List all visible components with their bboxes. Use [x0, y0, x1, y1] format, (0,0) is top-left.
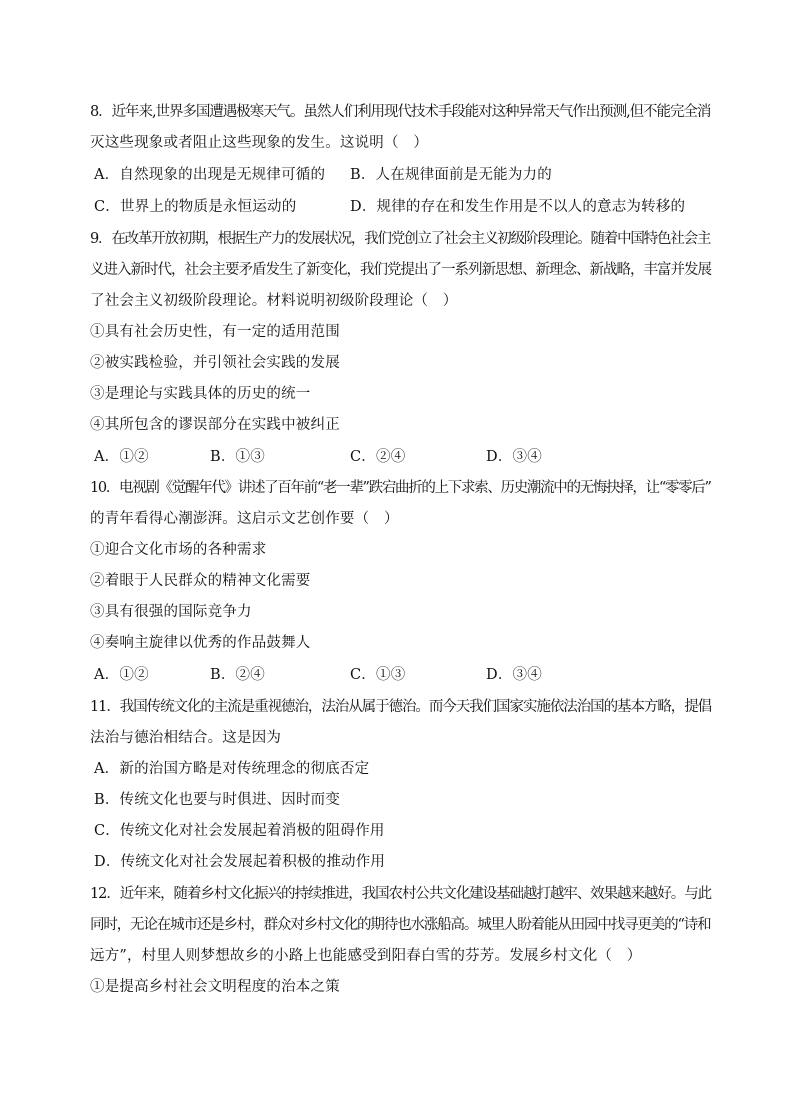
- q9-option-b: B．①③: [210, 449, 265, 465]
- q10-stem-line-1: 10．电视剧《觉醒年代》讲述了百年前“老一辈”跌宕曲折的上下求索、历史潮流中的无悔抉择，让“零零后”: [90, 480, 711, 496]
- q10-item-3: ③具有很强的国际竞争力: [90, 604, 252, 620]
- q10-option-d: D．③④: [486, 667, 542, 683]
- q11-option-d: D．传统文化对社会发展起着积极的推动作用: [94, 854, 386, 870]
- q9-option-d: D．③④: [486, 449, 542, 465]
- q9-option-a: A．①②: [94, 449, 149, 465]
- q12-stem-line-2: 同时，无论在城市还是乡村，群众对乡村文化的期待也水涨船高。城里人盼着能从田园中找寻更美的“诗和: [90, 917, 711, 933]
- q9-item-1: ①具有社会历史性，有一定的适用范围: [90, 324, 340, 340]
- q9-stem-line-2: 义进入新时代，社会主要矛盾发生了新变化，我们党提出了一系列新思想、新理念、新战略，丰富并发展: [90, 262, 711, 278]
- q10-stem-line-2: 的青年看得心潮澎湃。这启示文艺创作要（ ）: [90, 511, 399, 527]
- q11-stem-line-2: 法治与德治相结合。这是因为: [90, 730, 282, 746]
- q8-option-a: A．自然现象的出现是无规律可循的: [94, 167, 326, 183]
- q10-item-4: ④奏响主旋律以优秀的作品鼓舞人: [90, 635, 311, 651]
- q8-stem-line-2: 灭这些现象或者阻止这些现象的发生。这说明（ ）: [90, 135, 429, 151]
- q8-stem-line-1: 8．近年来,世界多国遭遇极寒天气。虽然人们利用现代技术手段能对这种异常天气作出预测,但不能完全消: [90, 104, 711, 120]
- q11-stem-line-1: 11．我国传统文化的主流是重视德治，法治从属于德治。而今天我们国家实施依法治国的基本方略，提倡: [90, 699, 712, 715]
- q8-option-d: D．规律的存在和发生作用是不以人的意志为转移的: [350, 199, 686, 215]
- q8-option-c: C．世界上的物质是永恒运动的: [94, 199, 297, 215]
- q10-option-a: A．①②: [94, 667, 149, 683]
- q10-option-b: B．②④: [210, 667, 265, 683]
- q11-option-b: B．传统文化也要与时俱进、因时而变: [94, 792, 341, 808]
- q9-item-4: ④其所包含的谬误部分在实践中被纠正: [90, 417, 340, 433]
- q9-option-c: C．②④: [350, 449, 406, 465]
- q8-option-b: B．人在规律面前是无能为力的: [350, 167, 552, 183]
- q10-item-2: ②着眼于人民群众的精神文化需要: [90, 573, 311, 589]
- q12-stem-line-1: 12．近年来，随着乡村文化振兴的持续推进，我国农村公共文化建设基础越打越牢、效果越来越好。与此: [90, 886, 712, 902]
- q9-item-3: ③是理论与实践具体的历史的统一: [90, 386, 311, 402]
- q11-option-a: A．新的治国方略是对传统理念的彻底否定: [94, 761, 370, 777]
- q10-option-c: C．①③: [350, 667, 406, 683]
- q10-item-1: ①迎合文化市场的各种需求: [90, 542, 267, 558]
- q12-item-1: ①是提高乡村社会文明程度的治本之策: [90, 979, 340, 995]
- q12-stem-line-3: 远方”，村里人则梦想故乡的小路上也能感受到阳春白雪的芬芳。发展乡村文化（ ）: [90, 948, 642, 964]
- q9-stem-line-1: 9．在改革开放初期，根据生产力的发展状况，我们党创立了社会主义初级阶段理论。随着中国特色社会主: [90, 231, 711, 247]
- q9-stem-line-3: 了社会主义初级阶段理论。材料说明初级阶段理论（ ）: [90, 293, 458, 309]
- q11-option-c: C．传统文化对社会发展起着消极的阻碍作用: [94, 823, 385, 839]
- q9-item-2: ②被实践检验，并引领社会实践的发展: [90, 355, 340, 371]
